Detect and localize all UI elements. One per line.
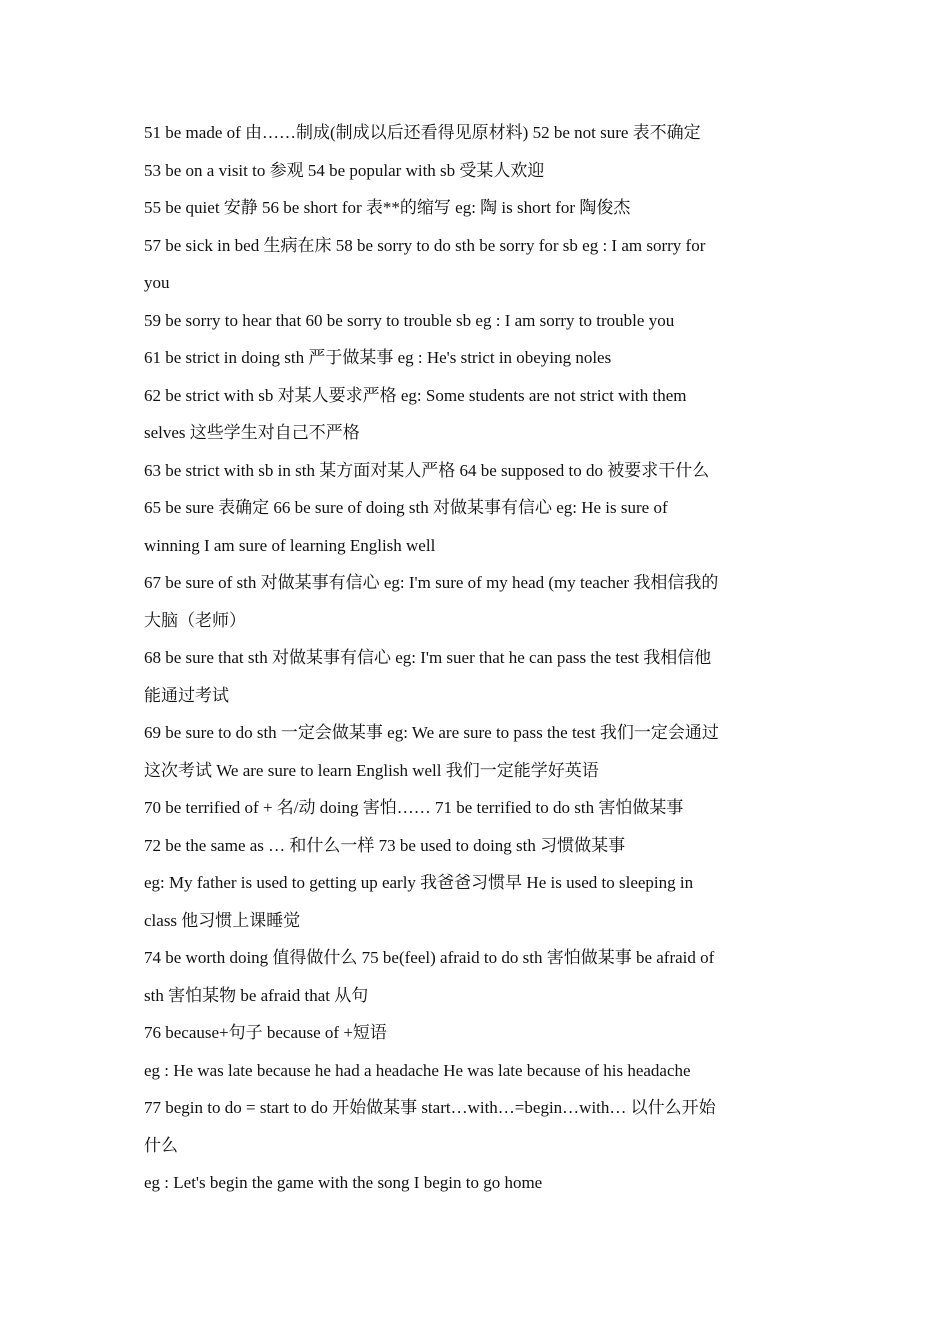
text-line: class 他习惯上课睡觉 <box>144 910 301 930</box>
text-line: eg : Let's begin the game with the song I begin to go home <box>144 1173 543 1192</box>
text-line: you <box>144 273 170 292</box>
text-line: 能通过考试 <box>144 685 229 705</box>
text-line: 69 be sure to do sth 一定会做某事 eg: We are sure to pass the test 我们一定会通过 <box>144 723 719 742</box>
text-line: eg: My father is used to getting up early 我爸爸习惯早 He is used to sleeping in <box>144 873 694 892</box>
text-line: 76 because+句子 because of +短语 <box>144 1023 387 1042</box>
text-line: 什么 <box>144 1135 178 1155</box>
text-line: 61 be strict in doing sth 严于做某事 eg : He's strict in obeying noles <box>144 348 612 367</box>
text-line: winning I am sure of learning English well <box>144 535 436 555</box>
text-line: 53 be on a visit to 参观 54 be popular with sb 受某人欢迎 <box>144 160 545 180</box>
text-line: 大脑（老师） <box>144 610 246 630</box>
text-line: sth 害怕某物 be afraid that 从句 <box>144 985 369 1005</box>
text-line: 这次考试 We are sure to learn English well 我们一定能学好英语 <box>144 760 599 780</box>
text-line: eg : He was late because he had a headache He was late because of his headache <box>144 1060 691 1080</box>
document-page <box>144 114 814 1202</box>
text-line: 70 be terrified of + 名/动 doing 害怕…… 71 be terrified to do sth 害怕做某事 <box>144 798 684 817</box>
text-line: 59 be sorry to hear that 60 be sorry to trouble sb eg : I am sorry to trouble you <box>144 310 675 330</box>
text-line: 57 be sick in bed 生病在床 58 be sorry to do sth be sorry for sb eg : I am sorry for <box>144 235 706 255</box>
text-line: 74 be worth doing 值得做什么 75 be(feel) afraid to do sth 害怕做某事 be afraid of <box>144 948 715 967</box>
text-line: 68 be sure that sth 对做某事有信心 eg: I'm suer that he can pass the test 我相信他 <box>144 648 712 667</box>
text-line: selves 这些学生对自己不严格 <box>144 423 360 442</box>
text-line: 65 be sure 表确定 66 be sure of doing sth 对做某事有信心 eg: He is sure of <box>144 498 668 517</box>
text-line: 63 be strict with sb in sth 某方面对某人严格 64 be supposed to do 被要求干什么 <box>144 460 710 480</box>
text-line: 67 be sure of sth 对做某事有信心 eg: I'm sure of my head (my teacher 我相信我的 <box>144 573 719 592</box>
text-line: 55 be quiet 安静 56 be short for 表**的缩写 eg: 陶 is short for 陶俊杰 <box>144 198 631 217</box>
text-line: 62 be strict with sb 对某人要求严格 eg: Some students are not strict with them <box>144 385 687 405</box>
text-line: 77 begin to do = start to do 开始做某事 start…with…=begin…with… 以什么开始 <box>144 1098 716 1117</box>
text-line: 72 be the same as … 和什么一样 73 be used to doing sth 习惯做某事 <box>144 835 626 855</box>
text-line: 51 be made of 由……制成(制成以后还看得见原材料) 52 be not sure 表不确定 <box>144 123 701 142</box>
